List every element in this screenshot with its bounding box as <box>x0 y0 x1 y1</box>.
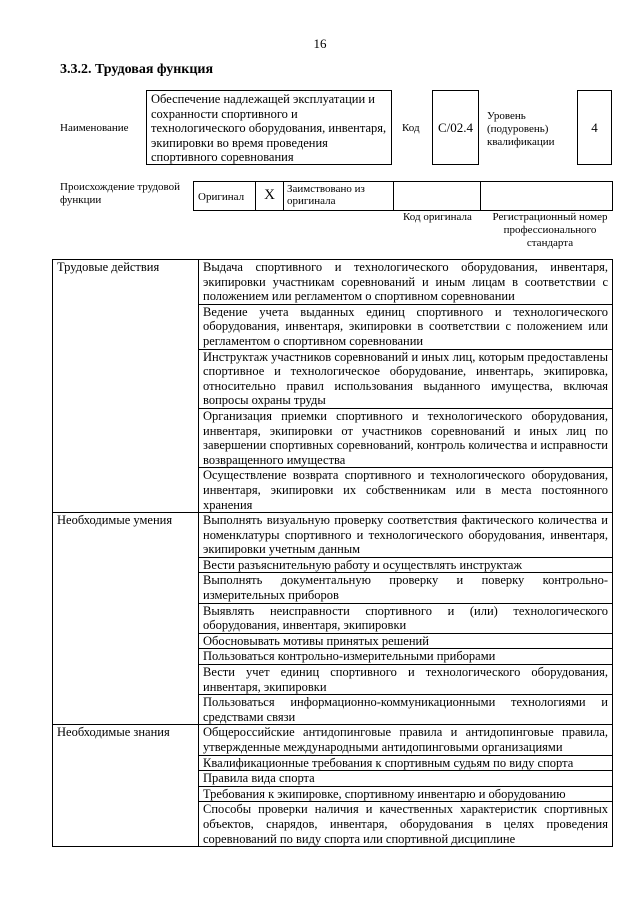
origin-label: Происхождение трудовой функции <box>60 181 181 206</box>
qualification-level-label: Уровень (подуровень) квалификации <box>487 110 555 148</box>
item-cell: Инструктаж участников соревнований и иных лиц, которым предоставлены спортивное и технологическое оборудование, инвентарь, экипировка, относительно правил использования выданного имущества, включая вопросы охраны труды <box>199 349 613 408</box>
item-cell: Выявлять неисправности спортивного и (или) технологического оборудования, инвентаря, экипировки <box>199 603 613 633</box>
item-cell: Обосновывать мотивы принятых решений <box>199 633 613 649</box>
item-cell: Квалификационные требования к спортивным судьям по виду спорта <box>199 755 613 771</box>
original-label: Оригинал <box>193 181 255 211</box>
item-cell: Выдача спортивного и технологического оборудования, инвентаря, экипировки участникам соревнований и иным лицам в соответствии с положением или регламентом о спортивном соревновании <box>199 260 613 305</box>
code-original-cell <box>393 181 480 211</box>
category-cell: Необходимые умения <box>53 513 199 725</box>
table-row <box>53 513 613 558</box>
category-cell: Трудовые действия <box>53 260 199 513</box>
item-cell: Ведение учета выданных единиц спортивного и технологического оборудования, инвентаря, экипировки в соответствии с положением или регламентом о спортивном соревновании <box>199 304 613 349</box>
section-title: 3.3.2. Трудовая функция <box>60 62 214 77</box>
qualification-level-value: 4 <box>577 90 612 165</box>
item-cell: Общероссийские антидопинговые правила и антидопинговые правила, утвержденные международными антидопинговыми организациями <box>199 725 613 755</box>
original-mark: X <box>255 181 283 211</box>
registration-number-label: Регистрационный номер профессионального стандарта <box>492 211 608 249</box>
item-cell: Требования к экипировке, спортивному инвентарю и оборудованию <box>199 786 613 802</box>
item-cell: Выполнять документальную проверку и поверку контрольно-измерительных приборов <box>199 573 613 603</box>
item-cell: Вести учет единиц спортивного и технологического оборудования, инвентаря, экипировки <box>199 665 613 695</box>
code-value: С/02.4 <box>432 90 479 165</box>
item-cell: Вести разъяснительную работу и осуществлять инструктаж <box>199 557 613 573</box>
labor-function-table <box>52 259 613 847</box>
item-cell: Правила вида спорта <box>199 771 613 787</box>
code-original-label: Код оригинала <box>403 211 472 223</box>
name-label: Наименование <box>60 122 129 134</box>
reg-number-cell <box>480 181 613 211</box>
code-label: Код <box>402 122 420 134</box>
page-number: 16 <box>313 36 327 51</box>
item-cell: Способы проверки наличия и качественных характеристик спортивных объектов, снарядов, инвентаря, оборудования в целях проведения соревнований по виду спорта или спортивной дисциплине <box>199 802 613 847</box>
origin-row <box>193 181 613 211</box>
item-cell: Пользоваться информационно-коммуникационными технологиями и средствами связи <box>199 695 613 725</box>
table-row <box>53 725 613 755</box>
borrowed-label: Заимствовано из оригинала <box>283 181 393 211</box>
item-cell: Организация приемки спортивного и технологического оборудования, инвентаря, экипировки от участников соревнований и иных лиц по завершении спортивных соревнований, контроль количества и исправности возвращенного имущества <box>199 408 613 467</box>
item-cell: Выполнять визуальную проверку соответствия фактического количества и номенклатуры спортивного и технологического оборудования, инвентаря, экипировки учетным данным <box>199 513 613 558</box>
table-row <box>53 260 613 305</box>
item-cell: Пользоваться контрольно-измерительными приборами <box>199 649 613 665</box>
item-cell: Осуществление возврата спортивного и технологического оборудования, инвентаря, экипировки их собственникам или в места постоянного хранения <box>199 468 613 513</box>
category-cell: Необходимые знания <box>53 725 199 847</box>
function-name-value: Обеспечение надлежащей эксплуатации и сохранности спортивного и технологического оборудования, инвентаря, экипировки во время проведения спортивного соревнования <box>146 90 392 165</box>
